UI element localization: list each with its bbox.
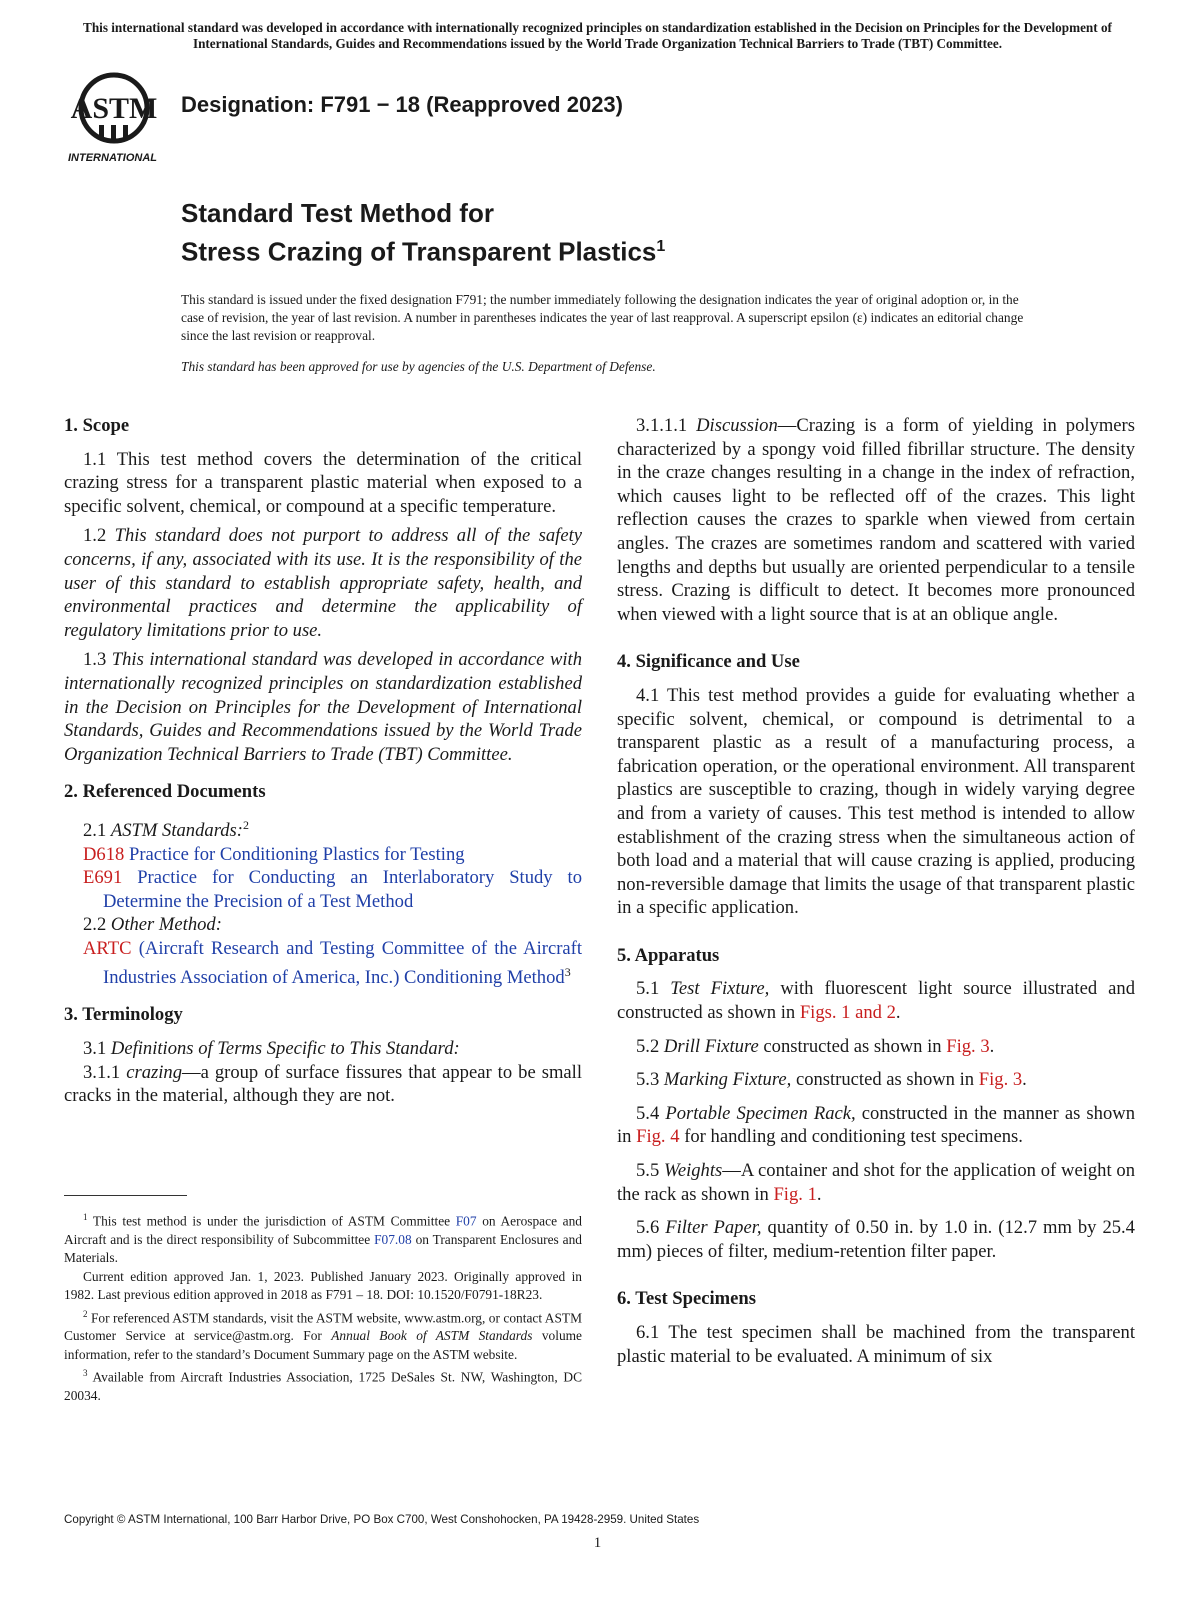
right-column [617,414,1135,1374]
ref-artc[interactable]: ARTC (Aircraft Research and Testing Committee of the Aircraft Industries Association of America, Inc.) Conditioning Method$^3$ [83,938,582,988]
para-3-1-1: 3.1.1 crazing—a group of surface fissures that appear to be small cracks in the material, although they are not. [64,1061,582,1107]
section-heading-scope: 1. Scope [64,415,130,436]
para-3-1-1-1: 3.1.1.1 Discussion—Crazing is a form of yielding in polymers characterized by a spongy void filled fibrillar structure. The density in the craze changes resulting in a change in the index of refraction, which causes light to be reflected off of the crazes. This light reflection causes the crazes to sparkle when viewed from certain angles. The crazes are sometimes random and scattered with varied lengths and depths but usually are oriented perpendicular to a tensile stress. Crazing is difficult to detect. It becomes more pronounced when viewed with a light source that is at an oblique angle. [617,415,1135,625]
para-1-2: 1.2 This standard does not purport to address all of the safety concerns, if any, associated with its use. It is the responsibility of the user of this standard to establish appropriate safety, health, and environmental practices and determine the applicability of regulatory limitations prior to use. [64,525,582,641]
para-5-2: 5.2 Drill Fixture constructed as shown in Fig. 3. [636,1035,995,1057]
para-5-1: 5.1 Test Fixture, with fluorescent light source illustrated and constructed as shown in Figs. 1 and 2. [617,978,1136,1024]
section-heading-apparatus: 5. Apparatus [617,944,720,966]
fig-ref-1[interactable]: Fig. 1 [773,1183,817,1205]
page-number: 1 [593,1535,602,1551]
para-2-1: 2.1 ASTM Standards:$^2$ [83,817,249,842]
para-1-1: 1.1 This test method covers the determination of the critical crazing stress for a transparent plastic material when exposed to a specific solvent, chemical, or compound at a specific temperature. [64,448,582,517]
section-heading-referenced-documents: 2. Referenced Documents [64,781,266,803]
top-notice: This international standard was developed in accordance with internationally recognized principles on standardization established in the Decision on Principles for the Development of International Standards, Guides and Recommendations issued by the World Trade Organization Technical Barriers to Trade (TBT) Committee. [83,20,1112,51]
title-line-2: Stress Crazing of Transparent Plastics [181,236,657,267]
para-5-5: 5.5 Weights—A container and shot for the application of weight on the rack as shown in Fig. 1. [617,1160,1136,1205]
issue-note: This standard is issued under the fixed designation F791; the number immediately following the designation indicates the year of original adoption or, in the case of revision, the year of last revision. A number in parentheses indicates the year of last reapproval. A superscript epsilon (ε) indicates an editorial change since the last revision or reapproval. [181,292,1024,343]
designation: Designation: F791 − 18 (Reapproved 2023) [181,92,623,117]
astm-logo [66,70,166,165]
para-2-2: 2.2 Other Method: [83,914,222,936]
footnote-rule [64,1195,187,1196]
link-f07[interactable]: F07 [455,1213,477,1229]
para-5-4: 5.4 Portable Specimen Rack, constructed in the manner as shown in Fig. 4 for handling and conditioning test specimens. [617,1102,1135,1148]
para-5-3: 5.3 Marking Fixture, constructed as shown in Fig. 3. [636,1069,1027,1091]
footnote-1-edition: Current edition approved Jan. 1, 2023. Published January 2023. Originally approved in 1982. Last previous edition approved in 2018 as F791 – 18. DOI: 10.1520/F0791-18R23. [64,1268,582,1303]
footnote-3: $^3$ Available from Aircraft Industries Association, 1725 DeSales St. NW, Washington, DC 20034. [64,1368,582,1404]
link-f07-08[interactable]: F07.08 [374,1231,412,1247]
para-4-1: 4.1 This test method provides a guide for evaluating whether a specific solvent, chemical, or compound is detrimental to a transparent plastic as a result of a manufacturing process, a fabrication operation, or the operational environment. All transparent plastics are susceptible to crazing, though in widely varying degree and from a variety of causes. This test method is intended to allow establishment of the crazing stress when the simultaneous action of both load and a material that will cause crazing is applied, producing non-reversible damage that limits the usage of that transparent plastic in a specific application. [617,684,1135,919]
para-6-1: 6.1 The test specimen shall be machined from the transparent plastic material to be evaluated. A minimum of six [617,1322,1135,1367]
section-heading-terminology: 3. Terminology [64,1004,183,1026]
fig-ref-1-2[interactable]: Figs. 1 and 2 [799,1002,896,1024]
fig-ref-3b[interactable]: Fig. 3 [978,1069,1023,1091]
left-column [64,414,582,1114]
dod-note: This standard has been approved for use by agencies of the U.S. Department of Defense. [181,359,656,374]
section-heading-test-specimens: 6. Test Specimens [617,1288,756,1310]
ref-e691[interactable]: E691 Practice for Conducting an Interlaboratory Study to Determine the Precision of a Test Method [83,867,582,912]
fig-ref-3a[interactable]: Fig. 3 [946,1035,990,1057]
para-5-6: 5.6 Filter Paper, quantity of 0.50 in. by 1.0 in. (12.7 mm by 25.4 mm) pieces of filter, medium-retention filter paper. [617,1217,1135,1262]
copyright: Copyright © ASTM International, 100 Barr Harbor Drive, PO Box C700, West Conshohocken, PA 19428-2959. United States [64,1513,700,1526]
para-1-3: 1.3 This international standard was developed in accordance with internationally recognized principles on standardization established in the Decision on Principles for the Development of International Standards, Guides and Recommendations issued by the World Trade Organization Technical Barriers to Trade (TBT) Committee. [64,649,582,765]
title-line-1: Standard Test Method for [181,198,494,228]
document-title [181,197,665,269]
logo-text: ASTM [70,92,158,125]
para-3-1: 3.1 Definitions of Terms Specific to This Standard: [83,1038,460,1060]
footnote-2: $^2$ For referenced ASTM standards, visit the ASTM website, www.astm.org, or contact ASTM Customer Service at service@astm.org. For Annual Book of ASTM Standards volume information, refer to the standard’s Document Summary page on the ASTM website. [64,1308,582,1362]
logo-subtext: INTERNATIONAL [68,152,158,164]
footnote-1: $^1$ This test method is under the jurisdiction of ASTM Committee F07 on Aerospace and Aircraft and is the direct responsibility of Subcommittee F07.08 on Transparent Enclosures and Materials. [64,1212,582,1266]
title-footnote-mark: 1 [656,238,666,255]
ref-d618[interactable]: D618 Practice for Conditioning Plastics for Testing [83,843,465,865]
footnotes [64,1208,582,1405]
fig-ref-4[interactable]: Fig. 4 [636,1126,680,1148]
section-heading-significance: 4. Significance and Use [617,651,800,673]
